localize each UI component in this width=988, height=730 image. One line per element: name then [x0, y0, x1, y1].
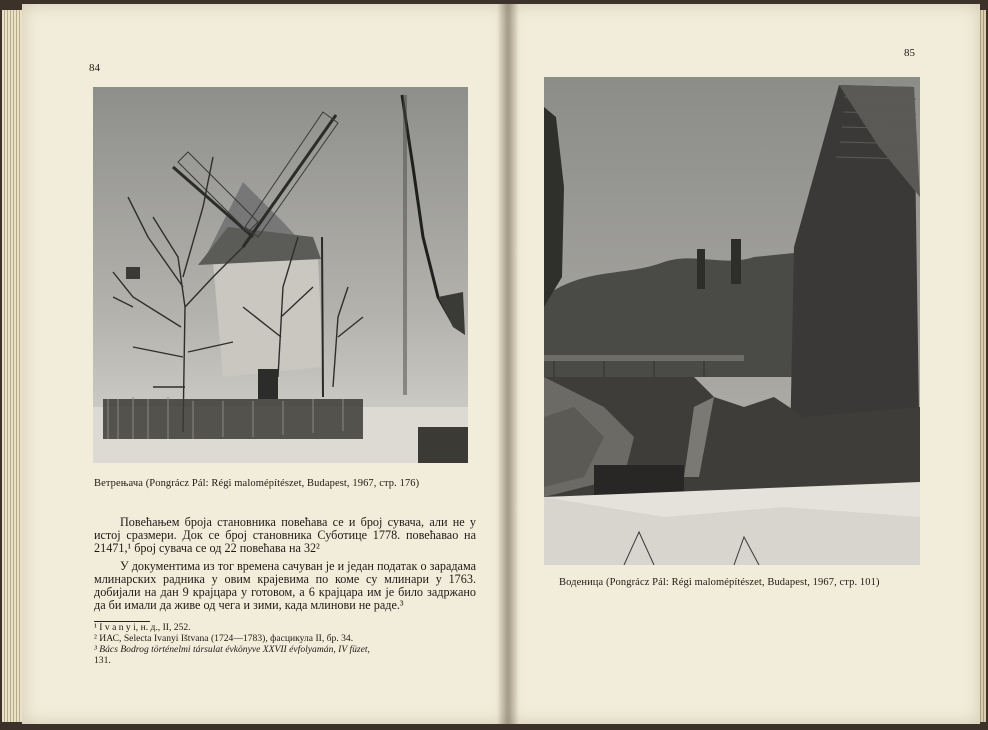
footnote: ¹ I v a n y i, н. д., II, 252.: [94, 622, 191, 633]
watermill-caption: Воденица (Pongrácz Pál: Régi malomépítészet, Budapest, 1967, стр. 101): [559, 577, 880, 588]
footnote: ³ Bács Bodrog történelmi társulat évkönyve XXVII évfolyamán, IV füzet,: [94, 644, 370, 655]
body-text: [94, 516, 476, 612]
windmill-caption: Ветрењача (Pongrácz Pál: Régi malomépítészet, Budapest, 1967, стр. 176): [94, 478, 420, 489]
gutter-shadow: [497, 4, 519, 724]
paragraph: Повећањем броја становника повећава се и број сувача, али не у истој сразмери. Док се број становника Суботице 1778. повећавао на 21471,¹ број сувача се од 22 повећава на 32²: [94, 515, 476, 556]
left-page-edges: [2, 10, 24, 722]
page-number-right: 85: [904, 47, 915, 59]
windmill-photo: [93, 87, 468, 463]
page-number-left: 84: [89, 62, 100, 74]
watermill-photo: [544, 77, 920, 565]
footnote: ² ИАС, Selecta Ivanyi Ištvana (1724—1783), фасцикула II, бр. 34.: [94, 633, 354, 644]
footnote: 131.: [94, 655, 111, 666]
footnotes: [94, 622, 478, 666]
paragraph: У документима из тог времена сачуван је и један податак о зарадама млинарских радника у овим крајевима по коме су млинари у 1763. добијали на дан 9 крајцара у готовом, а 6 крајцара им је било задржано да би имали да живе од чега и зими, када млинови не раде.³: [94, 558, 476, 613]
